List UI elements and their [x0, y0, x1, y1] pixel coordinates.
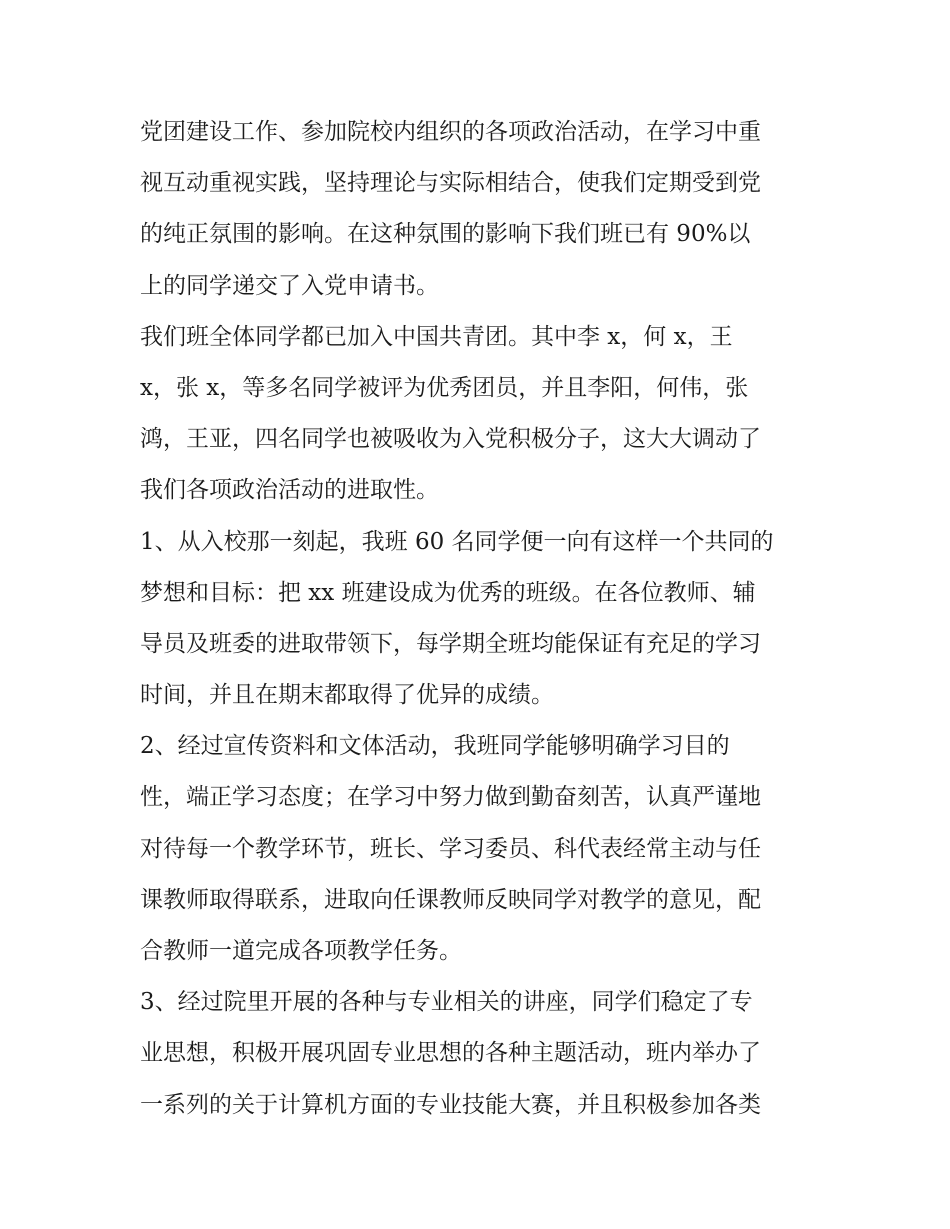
- text-line: 的纯正氛围的影响。在这种氛围的影响下我们班已有 90%以: [140, 221, 751, 248]
- text-line: 课教师取得联系，进取向任课教师反映同学对教学的意见，配: [140, 886, 761, 913]
- paragraph-youth-league: [140, 312, 812, 517]
- text-line: 3、经过院里开展的各种与专业相关的讲座，同学们稳定了专: [140, 989, 753, 1016]
- text-line: 一系列的关于计算机方面的专业技能大赛，并且积极参加各类: [140, 1091, 761, 1118]
- text-line: 业思想，积极开展巩固专业思想的各种主题活动，班内举办了: [140, 1040, 761, 1067]
- text-line: 导员及班委的进取带领下，每学期全班均能保证有充足的学习: [140, 630, 761, 657]
- text-line: 视互动重视实践，坚持理论与实际相结合，使我们定期受到党: [140, 170, 761, 197]
- text-line: 合教师一道完成各项教学任务。: [140, 938, 462, 964]
- text-line: 上的同学递交了入党申请书。: [140, 272, 439, 299]
- paragraph-item-3: [140, 977, 812, 1131]
- text-line: x，张 x，等多名同学被评为优秀团员，并且李阳，何伟，张: [140, 374, 749, 401]
- text-line: 性，端正学习态度；在学习中努力做到勤奋刻苦，认真严谨地: [140, 784, 761, 811]
- text-line: 时间，并且在期末都取得了优异的成绩。: [140, 682, 554, 709]
- text-line: 鸿，王亚，四名同学也被吸收为入党积极分子，这大大调动了: [140, 426, 761, 453]
- paragraph-party-activities: [140, 107, 812, 312]
- text-line: 2、经过宣传资料和文体活动，我班同学能够明确学习目的: [140, 733, 730, 760]
- text-line: 梦想和目标：把 xx 班建设成为优秀的班级。在各位教师、辅: [140, 579, 756, 606]
- text-line: 1、从入校那一刻起，我班 60 名同学便一向有这样一个共同的: [140, 528, 774, 555]
- paragraph-item-2: [140, 721, 812, 977]
- document-body: [140, 107, 812, 1131]
- text-line: 党团建设工作、参加院校内组织的各项政治活动，在学习中重: [140, 119, 761, 145]
- paragraph-item-1: [140, 517, 812, 722]
- text-line: 对待每一个教学环节，班长、学习委员、科代表经常主动与任: [140, 835, 761, 862]
- text-line: 我们班全体同学都已加入中国共青团。其中李 x，何 x，王: [140, 323, 733, 350]
- text-line: 我们各项政治活动的进取性。: [140, 477, 439, 504]
